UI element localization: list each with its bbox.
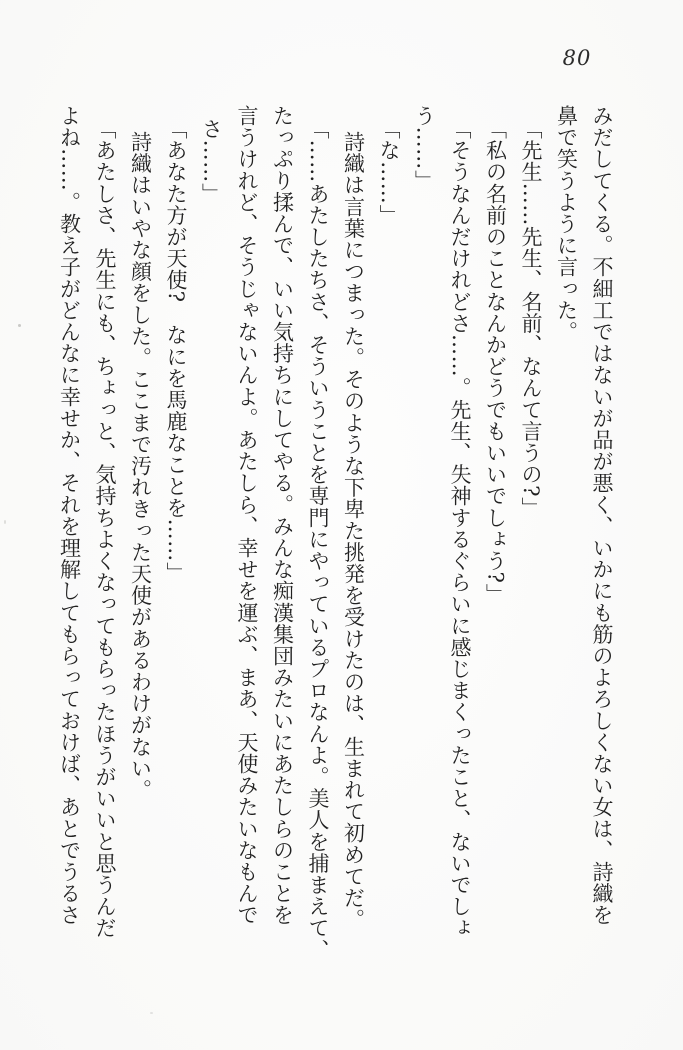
text-line: たっぷり揉んで、いい気持ちにしてやる。みんな痴漢集団みたいにあたしらのことを	[270, 105, 295, 926]
text-line: 言うけれど、そうじゃないんよ。あたしら、幸せを運ぶ、まあ、天使みたいなもんで	[235, 105, 259, 926]
text-line: 詩織は言葉につまった。そのような下卑た挑発を受けたのは、生まれて初めてだ。	[341, 131, 366, 931]
text-line: みだしてくる。不細工ではないが品が悪く、いかにも筋のよろしくない女は、詩織を	[590, 105, 614, 926]
text-line: う……」	[412, 105, 437, 192]
text-line: 「私の名前のことなんかどうでもいいでしょう?」	[483, 118, 508, 606]
scan-speck	[18, 324, 21, 327]
text-line: 詩織はいやな顔をした。ここまで汚れきった天使があるわけがない。	[128, 131, 153, 801]
text-line: 「な……」	[377, 118, 401, 226]
text-line: 鼻で笑うように言った。	[554, 105, 579, 343]
scan-speck	[150, 1012, 153, 1014]
page-number: 80	[562, 46, 592, 70]
text-line: 「あたしさ、先生にも、ちょっと、気持ちよくなってもらったほうがいいと思うんだ	[93, 118, 117, 939]
text-block	[51, 105, 619, 990]
text-line: 「そうなんだけれどさ……。先生、失神するぐらいに感じまくったこと、ないでしょ	[448, 118, 472, 939]
text-line: 「あなた方が天使? なにを馬鹿なことを……」	[164, 118, 188, 584]
text-line: 「……あたしたちさ、そういうことを専門にやっているプロなんよ。美人を捕まえて、	[306, 118, 330, 961]
scan-speck	[4, 520, 6, 524]
text-line: さ……」	[199, 118, 224, 205]
text-line: 「先生……先生、名前、なんて言うの?」	[519, 118, 543, 519]
text-line: よね……。教え子がどんなに幸せか、それを理解してもらっておけば、あとでうるさ	[57, 105, 82, 926]
